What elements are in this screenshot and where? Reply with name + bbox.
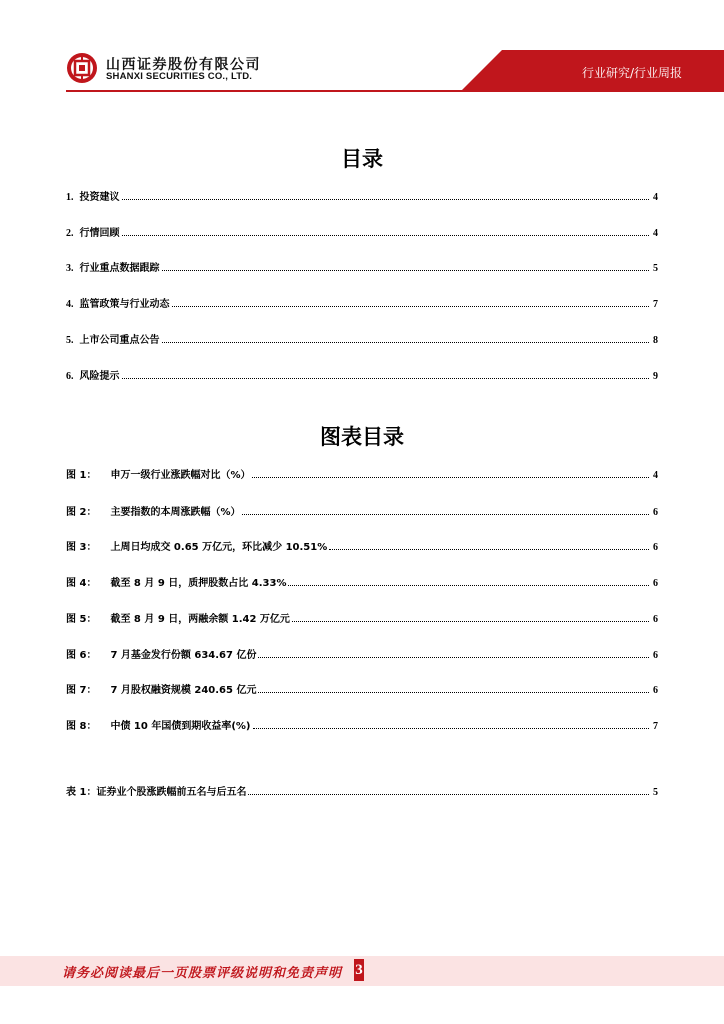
figure-item[interactable]: [66, 717, 658, 733]
leader-dots: [253, 717, 650, 729]
figure-item[interactable]: [66, 610, 658, 626]
page-number: 3: [354, 959, 364, 981]
leader-dots: [122, 224, 650, 236]
figure-item-text: 截至 8 月 9 日，质押股数占比 4.33%: [110, 578, 287, 589]
toc-item-label: 监管政策与行业动态: [79, 299, 170, 310]
toc-item-label: 投资建议: [79, 192, 120, 203]
figure-item-text: 截至 8 月 9 日，两融余额 1.42 万亿元: [110, 614, 290, 625]
leader-dots: [292, 610, 649, 622]
company-name-cn: 山西证券股份有限公司: [106, 57, 261, 73]
leader-dots: [252, 466, 649, 478]
figure-item-page: 6: [653, 507, 658, 518]
figure-item-label: 图 6：: [66, 650, 97, 661]
toc-item-page: 8: [653, 335, 658, 346]
toc-item-page: 4: [653, 192, 658, 203]
table-item[interactable]: [66, 783, 658, 799]
figure-item-page: 6: [653, 685, 658, 696]
toc-item-label: 行情回顾: [79, 228, 120, 239]
leader-dots: [329, 538, 649, 550]
leader-dots: [172, 295, 650, 307]
toc-item-page: 4: [653, 228, 658, 239]
figure-item-label: 图 1：: [66, 470, 97, 481]
leader-dots: [122, 367, 650, 379]
report-category-tag: 行业研究/行业周报: [581, 66, 682, 80]
figure-item-label: 图 4：: [66, 578, 97, 589]
header-divider: [66, 90, 724, 92]
leader-dots: [162, 259, 650, 271]
figure-item[interactable]: [66, 538, 658, 554]
figure-item-label: 图 2：: [66, 507, 97, 518]
table-item-page: 5: [653, 787, 658, 798]
figure-item-label: 图 8：: [66, 721, 97, 732]
company-logo: [66, 52, 98, 84]
toc-item[interactable]: [66, 331, 658, 347]
toc-item-number: 3.: [66, 263, 74, 274]
figure-item-page: 6: [653, 578, 658, 589]
leader-dots: [242, 503, 649, 515]
toc-item-number: 6.: [66, 371, 74, 382]
leader-dots: [258, 681, 649, 693]
toc-item[interactable]: [66, 295, 658, 311]
figure-item[interactable]: [66, 646, 658, 662]
toc-item-page: 5: [653, 263, 658, 274]
figure-item-text: 主要指数的本周涨跌幅（%）: [110, 507, 241, 518]
company-name-en: SHANXI SECURITIES CO., LTD.: [106, 71, 253, 82]
figure-item-text: 7 月基金发行份额 634.67 亿份: [110, 650, 257, 661]
toc-item[interactable]: [66, 188, 658, 204]
figures-title: 图表目录: [320, 425, 404, 449]
figure-item[interactable]: [66, 574, 658, 590]
toc-item-number: 2.: [66, 228, 74, 239]
figure-item-page: 4: [653, 470, 658, 481]
toc-item-page: 7: [653, 299, 658, 310]
toc-item[interactable]: [66, 259, 658, 275]
figure-item-page: 6: [653, 542, 658, 553]
figure-item-text: 7 月股权融资规模 240.65 亿元: [110, 685, 257, 696]
toc-item[interactable]: [66, 367, 658, 383]
footer-disclaimer: 请务必阅读最后一页股票评级说明和免责声明: [62, 966, 343, 981]
leader-dots: [258, 646, 649, 658]
figure-item-label: 图 5：: [66, 614, 97, 625]
toc-item-label: 风险提示: [79, 371, 120, 382]
table-item-text: 表 1：证券业个股涨跌幅前五名与后五名: [66, 787, 247, 798]
leader-dots: [162, 331, 650, 343]
figure-item[interactable]: [66, 503, 658, 519]
figure-item[interactable]: [66, 466, 658, 482]
toc-item-page: 9: [653, 371, 658, 382]
figure-item[interactable]: [66, 681, 658, 697]
toc-item-number: 5.: [66, 335, 74, 346]
figure-item-text: 申万一级行业涨跌幅对比（%）: [110, 470, 251, 481]
figure-item-page: 6: [653, 614, 658, 625]
figure-item-text: 中债 10 年国债到期收益率(%): [110, 721, 251, 732]
leader-dots: [288, 574, 649, 586]
leader-dots: [248, 783, 649, 795]
toc-item-label: 行业重点数据跟踪: [79, 263, 160, 274]
figure-item-text: 上周日均成交 0.65 万亿元，环比减少 10.51%: [110, 542, 328, 553]
leader-dots: [122, 188, 650, 200]
figure-item-label: 图 7：: [66, 685, 97, 696]
figure-item-page: 6: [653, 650, 658, 661]
toc-item-number: 4.: [66, 299, 74, 310]
figure-item-label: 图 3：: [66, 542, 97, 553]
toc-title: 目录: [341, 147, 383, 171]
toc-item-label: 上市公司重点公告: [79, 335, 160, 346]
toc-item[interactable]: [66, 224, 658, 240]
toc-item-number: 1.: [66, 192, 74, 203]
figure-item-page: 7: [653, 721, 658, 732]
